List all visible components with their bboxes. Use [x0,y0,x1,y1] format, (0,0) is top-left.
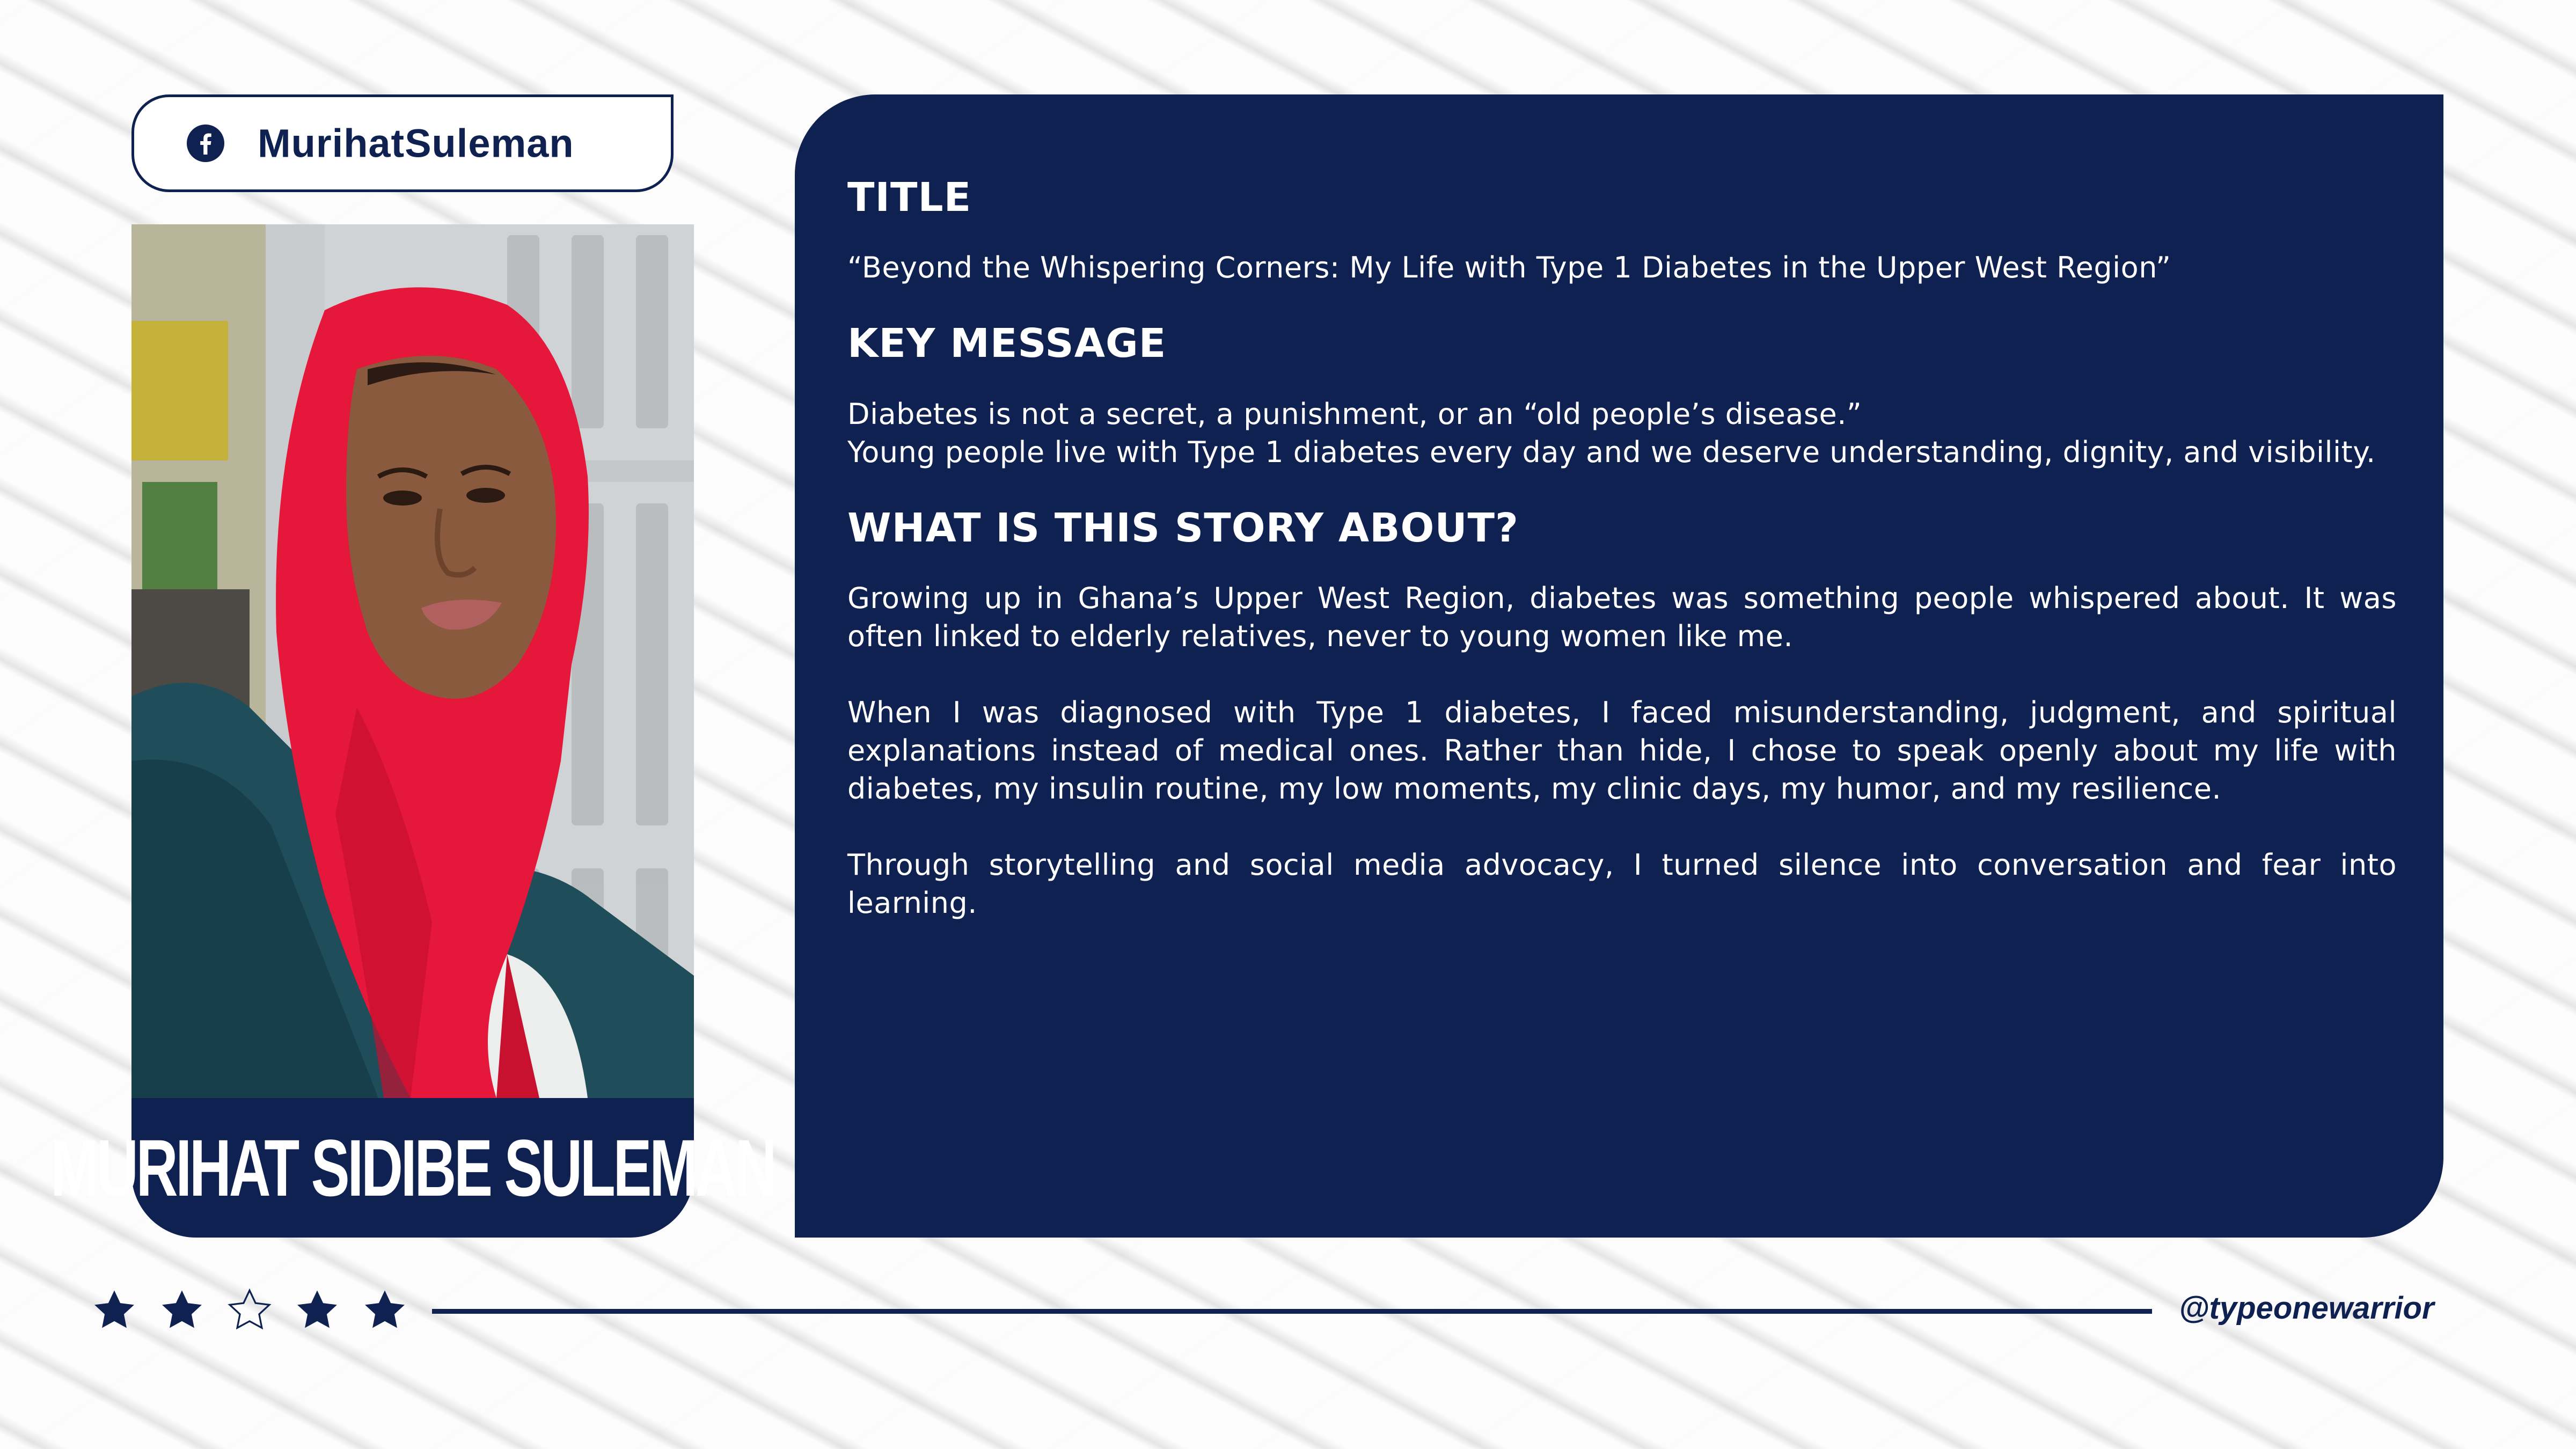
star-filled-icon [294,1287,340,1333]
facebook-icon [187,125,224,162]
key-message-line-1: Diabetes is not a secret, a punishment, or an “old people’s disease.” [847,397,1862,431]
about-heading: WHAT IS THIS STORY ABOUT? [847,504,1519,551]
title-text: “Beyond the Whispering Corners: My Life with Type 1 Diabetes in the Upper West Region” [847,251,2171,285]
key-message-heading: KEY MESSAGE [847,320,1167,367]
about-paragraph-3: Through storytelling and social media advocacy, I turned silence into conversation and fear into learning. [847,848,2397,920]
star-filled-icon [159,1287,205,1333]
story-panel [795,94,2443,1238]
key-message-line-2: Young people live with Type 1 diabetes every day and we deserve understanding, dignity, and visibility. [847,435,2376,469]
title-heading: TITLE [847,174,972,221]
social-handle-badge[interactable] [131,94,674,192]
footer-divider [432,1309,2152,1314]
star-filled-icon [91,1287,137,1333]
name-banner [50,1098,775,1238]
about-paragraph-1: Growing up in Ghana’s Upper West Region, diabetes was something people whispered about. It was often linked to elderly relatives, never to young women like me. [847,581,2397,654]
portrait-photo [131,224,694,1098]
footer-handle[interactable]: @typeonewarrior [2179,1291,2434,1326]
person-name: MURIHAT SIDIBE SULEMAN [50,1122,775,1213]
star-filled-icon [362,1287,408,1333]
star-outline-icon [226,1287,273,1333]
star-rating [91,1287,408,1333]
profile-card [50,224,775,1238]
social-handle-text: MurihatSuleman [258,121,574,166]
about-paragraph-2: When I was diagnosed with Type 1 diabetes, I faced misunderstanding, judgment, and spiritual explanations instead of medical ones. Rather than hide, I chose to speak openly about my life with diabetes, my insulin routine, my low moments, my clinic days, my humor, and my resilience. [847,696,2397,806]
